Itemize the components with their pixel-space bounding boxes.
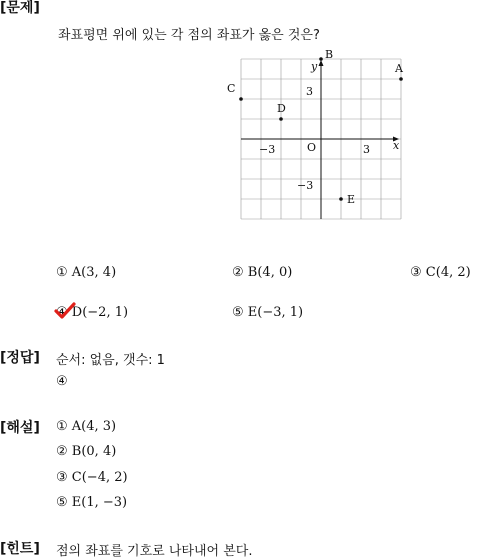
point-a	[399, 77, 403, 81]
point-label-b: B	[325, 48, 334, 61]
choice-4[interactable]	[56, 305, 128, 320]
point-d	[279, 117, 283, 121]
y-axis-label: y	[311, 60, 318, 73]
y-axis-arrow-icon	[319, 60, 324, 66]
x-tick-3: 3	[363, 143, 370, 156]
choice-4-text: D(−2, 1)	[71, 305, 129, 320]
point-label-e: E	[347, 193, 356, 206]
point-b	[319, 57, 323, 61]
choice-1[interactable]	[56, 265, 116, 280]
point-label-a: A	[395, 62, 403, 75]
choice-5-text: E(−3, 1)	[247, 305, 304, 320]
choice-1-number: ①	[56, 265, 68, 280]
problem-heading: [문제]	[0, 0, 40, 16]
choice-3-number: ③	[410, 265, 422, 280]
choice-5[interactable]	[232, 305, 303, 320]
choice-1-text: A(3, 4)	[71, 265, 117, 280]
explanation-item-3: ③ C(−4, 2)	[56, 470, 128, 485]
hint-heading: [힌트]	[0, 541, 40, 557]
y-tick-3: 3	[306, 85, 313, 98]
origin-label: O	[307, 141, 317, 154]
x-tick-neg3: −3	[259, 143, 276, 156]
choice-4-number-wrap	[56, 305, 72, 320]
explanation-heading: [해설]	[0, 420, 40, 436]
x-axis-label: x	[393, 139, 400, 152]
choice-5-number: ⑤	[232, 305, 244, 320]
answer-order-text: 순서: 없음, 갯수: 1	[56, 353, 165, 368]
choice-2-number: ②	[232, 265, 244, 280]
answer-value: ④	[56, 374, 68, 389]
point-e	[339, 197, 343, 201]
choice-3[interactable]	[410, 265, 471, 280]
choice-4-number: ④	[56, 305, 68, 320]
choice-2-text: B(4, 0)	[247, 265, 293, 280]
checkmark-icon	[54, 302, 76, 320]
choice-2[interactable]	[232, 265, 292, 280]
y-tick-neg3: −3	[297, 179, 314, 192]
explanation-item-4: ⑤ E(1, −3)	[56, 495, 128, 510]
question-text: 좌표평면 위에 있는 각 점의 좌표가 옳은 것은?	[58, 28, 320, 43]
coordinate-plane	[227, 48, 403, 219]
point-c	[239, 97, 243, 101]
explanation-item-2: ② B(0, 4)	[56, 444, 117, 459]
explanation-item-1: ① A(4, 3)	[56, 419, 117, 434]
hint-text: 점의 좌표를 기호로 나타내어 본다.	[56, 544, 253, 559]
axes	[241, 60, 399, 219]
answer-heading: [정답]	[0, 350, 40, 366]
point-label-c: C	[227, 82, 236, 95]
choice-3-text: C(4, 2)	[425, 265, 471, 280]
point-label-d: D	[277, 102, 286, 115]
